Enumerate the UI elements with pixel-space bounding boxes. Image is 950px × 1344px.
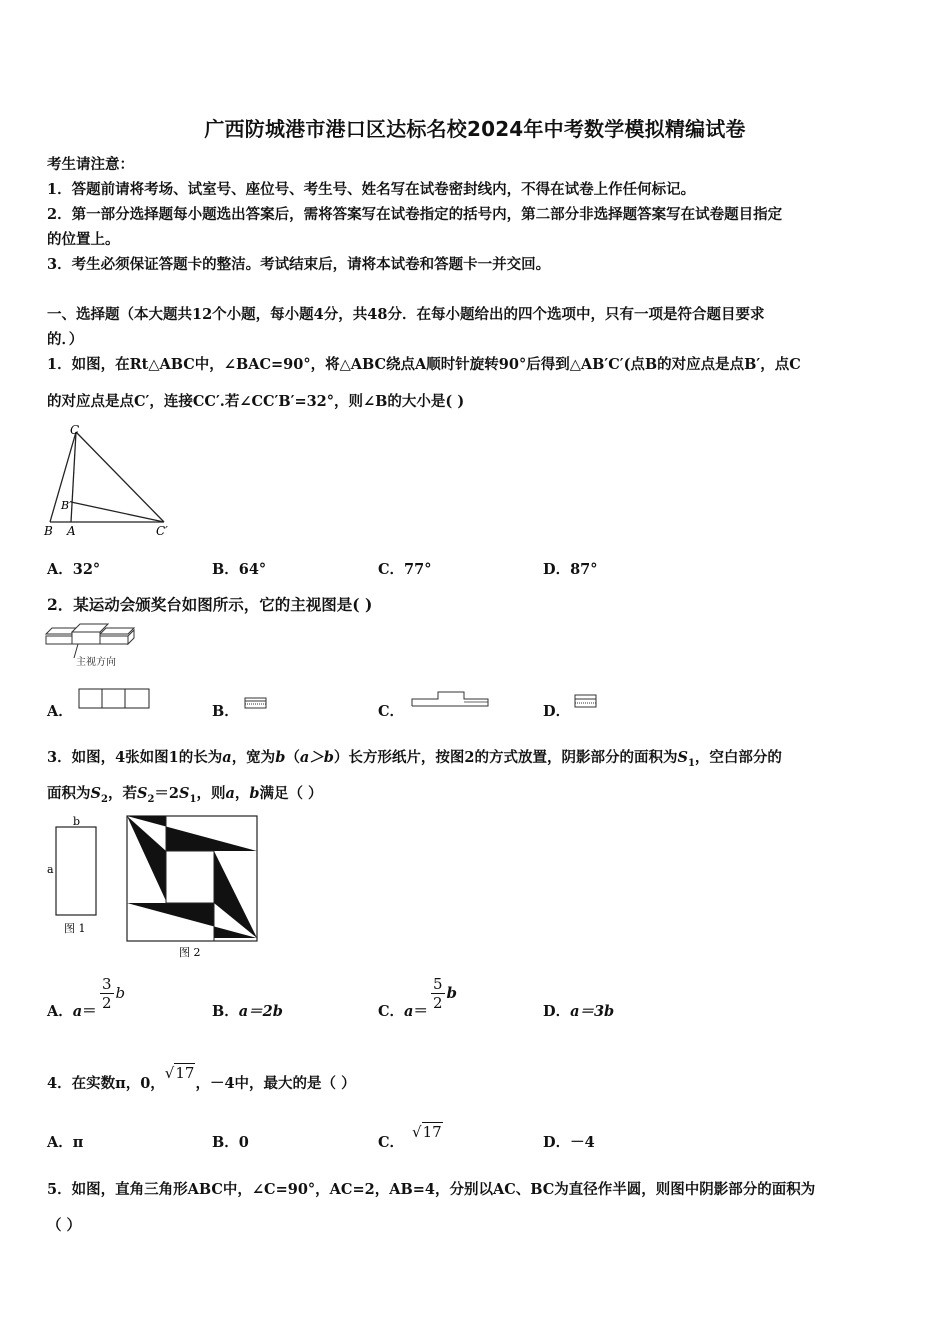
q3-option-d[interactable] bbox=[543, 1000, 614, 1021]
q1-option-a[interactable]: A．32° bbox=[47, 561, 101, 578]
q1-label-C1: C′ bbox=[156, 524, 168, 538]
q4-radicand: 17 bbox=[175, 1064, 195, 1082]
q4-sqrt: √17 bbox=[164, 1064, 195, 1082]
q3-text: ， bbox=[234, 785, 250, 802]
q3-subscript: 1 bbox=[189, 793, 197, 805]
q3-fig1-label-b: b bbox=[73, 815, 81, 828]
q2-option-d-figure bbox=[574, 694, 598, 710]
q3-figure-1 bbox=[44, 815, 104, 940]
q4-option-c-sqrt: √17 bbox=[412, 1123, 442, 1141]
q4-option-c[interactable] bbox=[378, 1123, 443, 1152]
q3-fig1-label-a: a bbox=[47, 863, 54, 876]
q3-option-a-var: a bbox=[72, 1003, 83, 1020]
q3-option-a[interactable] bbox=[47, 1000, 97, 1021]
q4-option-c-radicand: 17 bbox=[422, 1123, 442, 1141]
q2-stem: 2．某运动会颁奖台如图所示，它的主视图是( ) bbox=[47, 595, 373, 614]
q3-text: ＝2 bbox=[154, 785, 179, 802]
q1-option-b[interactable]: B．64° bbox=[212, 561, 267, 578]
q4-text: ，－4中，最大的是（ ） bbox=[195, 1075, 356, 1092]
q3-option-c-eq: ＝ bbox=[413, 1003, 428, 1020]
q1-option-d[interactable]: D．87° bbox=[543, 561, 598, 578]
q2-option-a-figure bbox=[78, 688, 152, 710]
q3-text: 3．如图，4张如图1的长为 bbox=[47, 749, 223, 766]
q3-option-b[interactable] bbox=[212, 1000, 283, 1021]
q1-label-B: B bbox=[44, 524, 53, 538]
q3-text: （ bbox=[285, 749, 300, 766]
q4-stem bbox=[47, 1064, 356, 1093]
q1-option-c[interactable]: C．77° bbox=[378, 561, 432, 578]
q2-option-b-figure bbox=[244, 697, 268, 711]
q3-var: S bbox=[179, 785, 190, 802]
q3-option-c[interactable] bbox=[378, 1000, 428, 1021]
q3-figure-2 bbox=[124, 813, 264, 963]
notice-item-2: 2．第一部分选择题每小题选出答案后，需将答案写在试卷指定的括号内，第二部分非选择题答案写在试卷题目指定 bbox=[47, 206, 783, 223]
q1-figure bbox=[40, 422, 180, 542]
q1-seg-CC1 bbox=[76, 432, 164, 522]
q4-option-b[interactable]: B．0 bbox=[212, 1134, 249, 1151]
q1-label-B1: B′ bbox=[61, 499, 72, 512]
q3-option-a-letter: A． bbox=[47, 1003, 73, 1020]
q3-subscript: 1 bbox=[687, 757, 695, 769]
q3-option-a-tail: b bbox=[115, 984, 126, 1002]
q1-stem: 1．如图，在Rt△ABC中，∠BAC=90°，将△ABC绕点A顺时针旋转90°后得到△AB′C′(点B的对应点是点B′，点C bbox=[47, 356, 801, 373]
section-heading: 一、选择题（本大题共12个小题，每小题4分，共48分．在每小题给出的四个选项中，只有一项是符合题目要求 bbox=[47, 306, 765, 323]
q2-view-direction-label: 主视方向 bbox=[76, 657, 116, 668]
q3-option-c-letter: C． bbox=[378, 1003, 405, 1020]
q2-option-b[interactable]: B． bbox=[212, 703, 239, 720]
q3-option-a-fraction bbox=[98, 975, 125, 1012]
q3-option-c-var: a bbox=[404, 1003, 414, 1020]
q5-stem: 5．如图，直角三角形ABC中，∠C=90°，AC=2，AB=4，分别以AC、BC为直径作半圆，则图中阴影部分的面积为 bbox=[47, 1181, 816, 1198]
q1-label-A: A bbox=[67, 524, 76, 538]
q3-option-a-eq: ＝ bbox=[82, 1003, 97, 1020]
q3-var: a＞b bbox=[299, 749, 334, 766]
q1-label-C: C bbox=[70, 423, 80, 437]
q3-var: a bbox=[222, 749, 232, 766]
q3-subscript: 2 bbox=[147, 793, 155, 805]
q3-option-b-expr: a＝2b bbox=[238, 1003, 283, 1020]
q3-text: 满足（ ） bbox=[259, 785, 323, 802]
notice-item-1: 1．答题前请将考场、试室号、座位号、考生号、姓名写在试卷密封线内，不得在试卷上作任何标记。 bbox=[47, 181, 696, 198]
q3-var: a bbox=[225, 785, 235, 802]
q2-option-c-figure bbox=[410, 690, 492, 710]
q3-text: 面积为 bbox=[47, 785, 91, 802]
q3-subscript: 2 bbox=[100, 793, 108, 805]
q3-text: ）长方形纸片，按图2的方式放置，阴影部分的面积为 bbox=[333, 749, 678, 766]
q3-option-a-denominator: 2 bbox=[102, 994, 112, 1012]
q2-podium-figure bbox=[42, 622, 138, 670]
q3-option-d-expr: a＝3b bbox=[570, 1003, 615, 1020]
q3-fig2-center-square bbox=[166, 851, 214, 903]
q1-stem-cont: 的对应点是点C′，连接CC′.若∠CC′B′=32°，则∠B的大小是( ) bbox=[47, 393, 465, 410]
q3-var: b bbox=[275, 749, 286, 766]
q2-option-d[interactable]: D． bbox=[543, 703, 571, 720]
q3-option-b-letter: B． bbox=[212, 1003, 239, 1020]
q4-option-a[interactable]: A．π bbox=[47, 1134, 84, 1151]
q3-option-c-numerator: 5 bbox=[433, 975, 443, 993]
exam-title: 广西防城港市港口区达标名校2024年中考数学模拟精编试卷 bbox=[204, 117, 746, 141]
q3-text: ，则 bbox=[196, 785, 226, 802]
q3-option-c-denominator: 2 bbox=[433, 994, 443, 1012]
q3-var: S bbox=[677, 749, 688, 766]
notice-heading: 考生请注意： bbox=[47, 156, 134, 173]
q5-stem-cont: （ ） bbox=[47, 1217, 82, 1234]
notice-item-2-cont: 的位置上。 bbox=[47, 231, 120, 248]
q3-fig1-caption: 图 1 bbox=[64, 922, 86, 935]
q3-text: ，空白部分的 bbox=[694, 749, 782, 766]
q3-option-a-numerator: 3 bbox=[102, 975, 112, 993]
q2-option-c[interactable]: C． bbox=[378, 703, 405, 720]
q1-seg-B1C1 bbox=[71, 502, 164, 522]
q4-option-d[interactable]: D．－4 bbox=[543, 1134, 595, 1151]
q3-text: ，宽为 bbox=[231, 749, 276, 766]
q3-var: b bbox=[249, 785, 260, 802]
q3-fig2-caption: 图 2 bbox=[179, 946, 201, 959]
q3-var: S bbox=[136, 785, 148, 802]
q4-option-c-letter: C． bbox=[378, 1134, 405, 1151]
q3-stem bbox=[47, 746, 782, 769]
q3-text: ，若 bbox=[107, 785, 137, 802]
q3-var: S bbox=[90, 785, 101, 802]
q3-option-d-letter: D． bbox=[543, 1003, 571, 1020]
q3-option-c-tail: b bbox=[446, 984, 458, 1002]
q3-option-c-fraction bbox=[429, 975, 457, 1012]
notice-item-3: 3．考生必须保证答题卡的整洁。考试结束后，请将本试卷和答题卡一并交回。 bbox=[47, 256, 551, 273]
q3-stem-cont bbox=[47, 782, 323, 805]
section-heading-cont: 的．） bbox=[47, 331, 84, 348]
q4-text: 4．在实数π，0， bbox=[47, 1075, 165, 1092]
q2-option-a[interactable]: A． bbox=[47, 703, 73, 720]
